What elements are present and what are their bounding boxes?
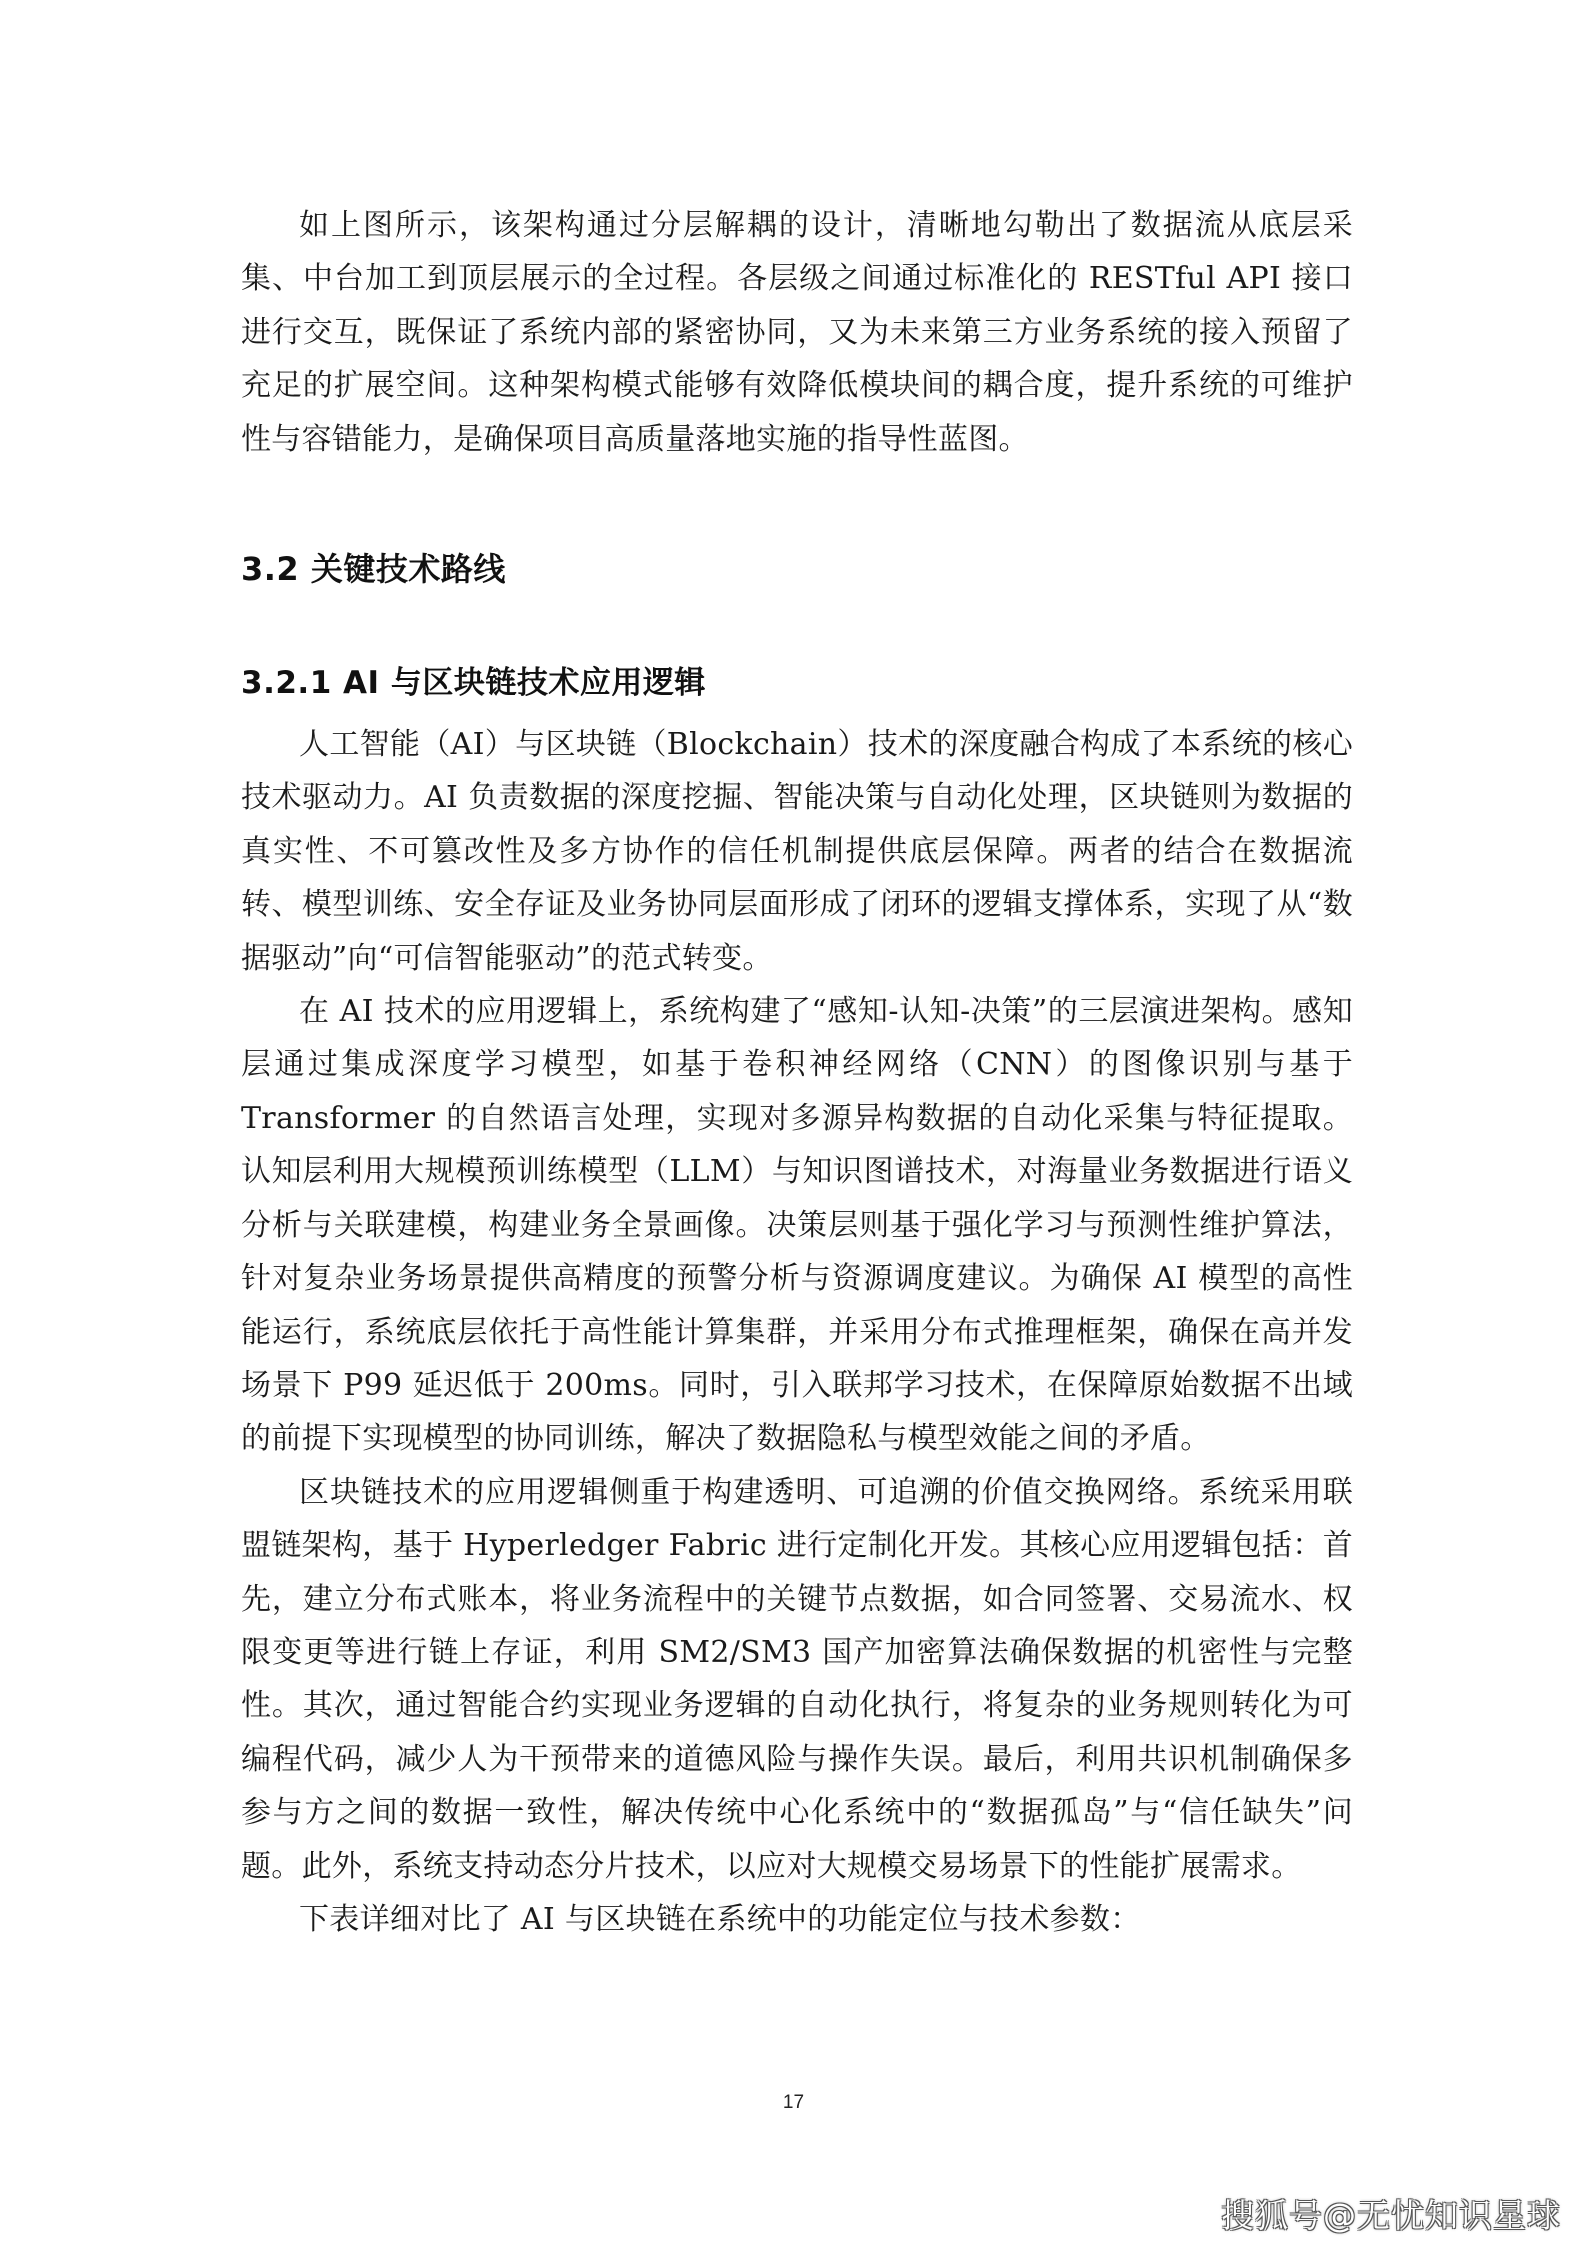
subsection-heading: 3.2.1 AI 与区块链技术应用逻辑 bbox=[241, 665, 706, 702]
body-paragraph-3: 区块链技术的应用逻辑侧重于构建透明、可追溯的价值交换网络。系统采用联盟链架构，基于 Hyperledger Fabric 进行定制化开发。其核心应用逻辑包括：首先，建立分布式账本，将业务流程中的关键节点数据，如合同签署、交易流水、权限变更等进行链上存证，利用 SM2/SM3 国产加密算法确保数据的机密性与完整性。其次，通过智能合约实现业务逻辑的自动化执行，将复杂的业务规则转化为可编程代码，减少人为干预带来的道德风险与操作失误。最后，利用共识机制确保多参与方之间的数据一致性，解决传统中心化系统中的“数据孤岛”与“信任缺失”问题。此外，系统支持动态分片技术，以应对大规模交易场景下的性能扩展需求。 bbox=[241, 1474, 1353, 1884]
body-paragraph-4: 下表详细对比了 AI 与区块链在系统中的功能定位与技术参数： bbox=[299, 1901, 1141, 1937]
body-paragraph-2: 在 AI 技术的应用逻辑上，系统构建了“感知-认知-决策”的三层演进架构。感知层通过集成深度学习模型，如基于卷积神经网络（CNN）的图像识别与基于 Transformer 的自然语言处理，实现对多源异构数据的自动化采集与特征提取。认知层利用大规模预训练模型（LLM）与知识图谱技术，对海量业务数据进行语义分析与关联建模，构建业务全景画像。决策层则基于强化学习与预测性维护算法，针对复杂业务场景提供高精度的预警分析与资源调度建议。为确保 AI 模型的高性能运行，系统底层依托于高性能计算集群，并采用分布式推理框架，确保在高并发场景下 P99 延迟低于 200ms。同时，引入联邦学习技术，在保障原始数据不出域的前提下实现模型的协同训练，解决了数据隐私与模型效能之间的矛盾。 bbox=[241, 994, 1353, 1457]
watermark: 搜狐号@无忧知识星球 bbox=[1221, 2196, 1561, 2235]
section-heading: 3.2 关键技术路线 bbox=[241, 550, 506, 589]
body-paragraph-1: 人工智能（AI）与区块链（Blockchain）技术的深度融合构成了本系统的核心技术驱动力。AI 负责数据的深度挖掘、智能决策与自动化处理，区块链则为数据的真实性、不可篡改性及多方协作的信任机制提供底层保障。两者的结合在数据流转、模型训练、安全存证及业务协同层面形成了闭环的逻辑支撑体系，实现了从“数据驱动”向“可信智能驱动”的范式转变。 bbox=[241, 727, 1353, 976]
document-body bbox=[241, 185, 1353, 1946]
intro-paragraph: 如上图所示，该架构通过分层解耦的设计，清晰地勾勒出了数据流从底层采集、中台加工到顶层展示的全过程。各层级之间通过标准化的 RESTful API 接口进行交互，既保证了系统内部的紧密协同，又为未来第三方业务系统的接入预留了充足的扩展空间。这种架构模式能够有效降低模块间的耦合度，提升系统的可维护性与容错能力，是确保项目高质量落地实施的指导性蓝图。 bbox=[241, 208, 1353, 457]
page-number: 17 bbox=[782, 2092, 805, 2113]
